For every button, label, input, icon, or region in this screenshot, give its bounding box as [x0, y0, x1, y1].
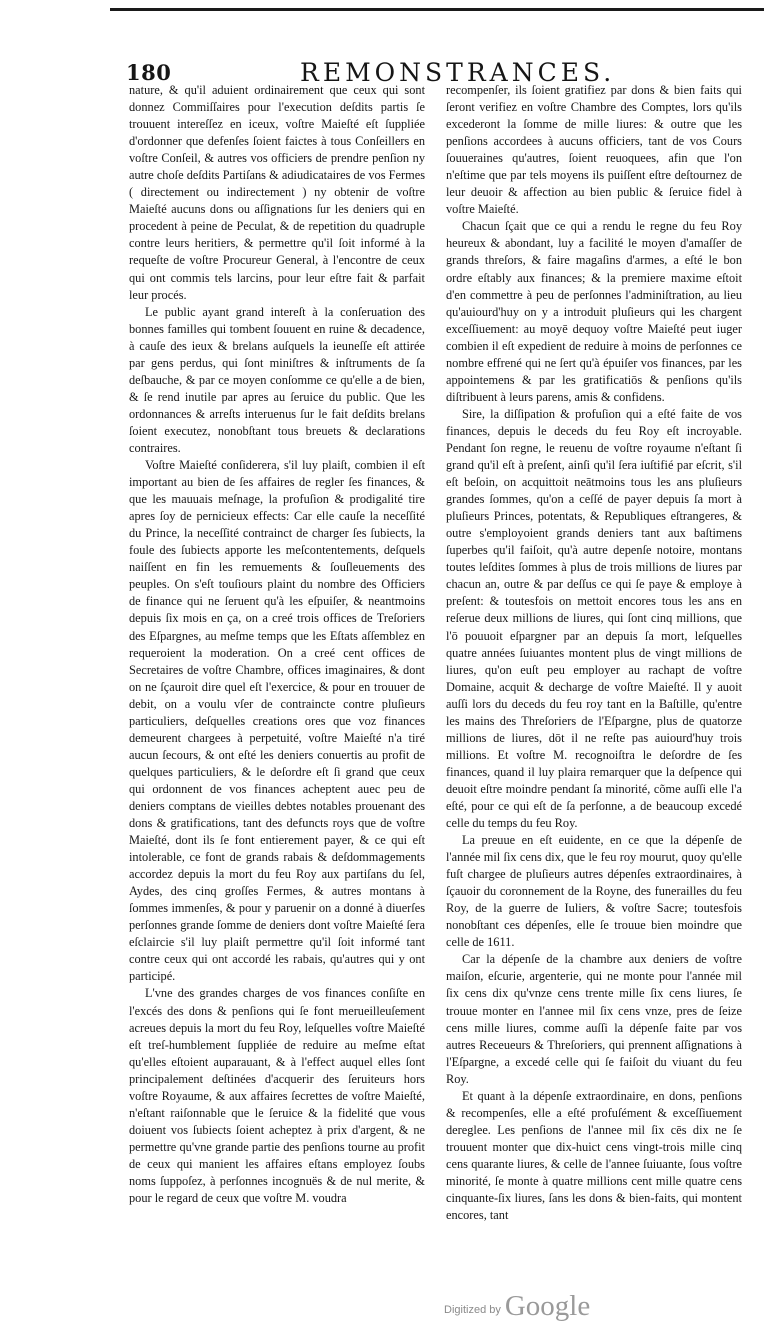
google-logo: Google — [504, 1290, 591, 1322]
digitized-by-google-watermark — [444, 1283, 594, 1323]
paragraph: Sire, la diſſipation & profuſion qui a eſté faite de vos finances, depuis le deceds du feu Roy eſt incroyable. Pendant ſon regne, le reuenu de voſtre royaume n'eſtant ſi grand qu'il eſt à preſent, ainſi qu'il ſera iuſtifié par eſcrit, s'il eſt beſoin, on acquittoit neātmoins tous les ans pluſieurs grandes ſommes, qu'on a ceſſé de payer depuis ſa mort à pluſieurs Princes, potentats, & Republiques eſtrangeres, & outre s'employoient grands deniers tant aux baſtimens ſuperbes qu'il faiſoit, qu'à autre depenſe notoire, montans toutes leſdites ſommes à plus de trois millions de liures par chacun an, outre & par deſſus ce qui ſe paye & employe à preſent: & toutesfois on mettoit encores tous les ans en reſerue deux millions de liures, qui ſont cinq millions, que l'ō pouuoit eſpargner par an depuis ſa mort, leſquelles quatre années ſuiuantes montent plus de vingt millions de liures, qu'on euſt peu employer au rachapt de voſtre Domaine, acquit & decharge de voſtre Maieſté. Il y auoit auſſi lors du deceds du feu roy tant en la Baſtille, qu'entre les mains des Threſoriers de l'Eſpargne, plus de quatorze millions de liures, dōt il ne reſte pas auiourd'huy trois millions. Et voſtre M. recognoiſtra le deſordre de ſes finances, quand il luy plaira remarquer que la deſpence qui deuoit eſtre moindre pendant ſa minorité, cõme auſſi elle l'a eſté, pour ce qui eſt de ſa perſonne, a de beaucoup excedé celle du temps du feu Roy. — [446, 406, 742, 831]
paragraph: recompenſer, ils ſoient gratifiez par dons & bien faits qui ſeront verifiez en voſtre Chambre des Comptes, lors qu'ils excederont la ſomme de mille liures: & outre que les penſions accordees à aucuns officiers, tant de vos Cours ſouueraines qu'autres, ſoient reuoquees, afin que l'on n'eſtime que par tels moyens ils puiſſent eſtre deſtournez de leur deuoir & affection au bien public & ſeruice fidel à voſtre Maieſté. — [446, 83, 742, 217]
watermark-prefix: Digitized by — [444, 1304, 501, 1316]
paragraph: Le public ayant grand intereſt à la conſeruation des bonnes familles qui tombent ſouuent en ruine & decadence, à cauſe des ieux & brelans auſquels la ieuneſſe eſt attirée par gens perdus, qui ſont miniſtres & inſtruments de ſa deſbauche, & par ce moyen conſomme ce qu'elle a de bien, & ſe rend inutile par apres au ſeruice du public. Que les ordonnances & arreſts interuenus ſur le fait deſdits brelans ſoient executez, nonobſtant tous breuets & declarations contraires. — [129, 304, 425, 455]
paragraph: La preuue en eſt euidente, en ce que la dépenſe de l'année mil ſix cens dix, que le feu roy mourut, quoy qu'elle fuſt chargee de pluſieurs autres dépenſes extraordinaires, à ſçauoir du coronnement de la Royne, des funerailles du feu Roy, de la guerre de Iuliers, & voſtre Sacre; toutesfois nonobſtant ces dépenſes, elle ſe trouue bien moindre que celle de 1611. — [446, 833, 742, 950]
paragraph: Et quant à la dépenſe extraordinaire, en dons, penſions & recompenſes, elle a eſté profuſément & exceſſiuement dereglee. Les penſions de l'annee mil ſix cēs dix ne ſe trouuent monter que dix-huict cens vingt-trois mille cinq cens quarante liures, & celle de l'annee ſuiuante, ſous voſtre minorité, ſe monte à quatre millions cent mille quatre cens cinquante-ſix liures, ſans les dons & bien-faits, qui montent encores, tant — [446, 1088, 742, 1223]
page-number: 180 — [126, 60, 172, 85]
paragraph: Voſtre Maieſté conſiderera, s'il luy plaiſt, combien il eſt important au bien de ſes affaires de regler ſes finances, & que les mauuais meſnage, la profuſion & prodigalité tire apres ſoy de pernicieux effects: Car elle cauſe la neceſſité du Prince, la neceſſité contrainct de charger ſes ſubiects, la foule des ſubiects apporte les meſcontentements, deſquels naiſſent en fin les remuements & ſouſleuements des peuples. On s'eſt touſiours plaint du nombre des Officiers de finance qui ne ſeruent qu'à les eſpuiſer, & neantmoins depuis ſix mois en ça, on a creé trois offices de Treſoriers des Eſpargnes, au meſme temps que les Eſtats aſſemblez en requeroient la moderation. On a creé cent offices de Secretaires de voſtre Chambre, offices imaginaires, & dont on ne ſçauroit dire quel eſt l'exercice, & pour en trouuer de debit, on a voulu vſer de contraincte contre pluſieurs particuliers, deſquelles creations ores que voz finances demeurent chargees à perpetuité, voſtre Maieſté n'a tiré aucun ſecours, & ont eſté les deniers conuertis au profit de quelques particuliers, & le deſordre eſt ſi grand que ceux qui ordonnent de vos finances acheptent auec peu de deniers comptans de vieilles debtes notables prouenant des dons & gratifications, tant des defuncts roys que de voſtre Maieſté, dont ils ſe font entierement payer, & ce qui eſt intolerable, ce font de grands rabais & deſdommagements accordez depuis la mort du feu Roy aux partiſans du ſel, Aydes, des cinq groſſes Fermes, & autres montans à ſommes immenſes, & pour y paruenir on a donné à diuerſes perſonnes grande ſomme de deniers dont voſtre Maieſté ſera eſclaircie s'il luy plaiſt permettre qu'il ſoit informé tant contre ceux qui ont accordé les rabais, qu'autres qui y ont participé. — [129, 458, 425, 984]
top-rule — [110, 8, 764, 11]
paragraph: L'vne des grandes charges de vos finances conſiſte en l'excés des dons & penſions qui ſe font merueilleuſement acreues depuis la mort du feu Roy, leſquelles voſtre Maieſté eſt treſ-humblement ſuppliée de reduire au meſme eſtat qu'elles eſtoient auparauant, & à l'effect auquel elles ſont principalement deſtinées d'acquerir des ſeruiteurs hors voſtre Royaume, & aux affaires ſecrettes de voſtre Maieſté, n'eſtant raiſonnable que le ſeruice & la fidelité que vous doiuent vos ſubiects ſoient acheptez à prix d'argent, & ne permettre qu'vne grande partie des penſions tourne au profit de ceux qui manient les affaires eſtans employez ſoubs noms ſuppoſez, à perſonnes incognuës & de nul merite, & pour le regard de ceux que voſtre M. voudra — [129, 986, 425, 1206]
left-text-column — [129, 82, 425, 1207]
right-text-column — [446, 82, 742, 1224]
paragraph: Chacun ſçait que ce qui a rendu le regne du feu Roy heureux & abondant, luy a facilité le moyen d'amaſſer de grands threſors, & faire magaſins d'armes, a eſté le bon ordre eſtably aux finances; & la premiere maxime eſtoit d'en commettre à peu de perſonnes l'adminiſtration, au lieu qu'auiourd'huy on y a introduit pluſieurs qui les chargent exceſſiuement: au moyē dequoy voſtre Maieſté peut iuger combien il eſt expedient de reduire à moins de perſonnes ce nombre effrené qui ne ſert qu'à épuiſer vos finances, par les appointemens & par les gratificatiōs & penſions qu'ils diſtribuent à leurs parens, amis & confidens. — [446, 219, 742, 404]
running-head: REMONSTRANCES. — [300, 58, 616, 87]
paragraph: nature, & qu'il aduient ordinairement que ceux qui sont donnez Commiſſaires pour l'execution deſdits partis ſe trouuent intereſſez en iceux, voſtre Maieſté eſt ſuppliée d'ordonner que defenſes ſoient faictes à tous Conſeillers en voſtre Conſeil, & autres vos officiers de prendre penſion ny autre choſe deſdits Partiſans & adiudicataires de vos Fermes ( directement ou indirectement ) ny obtenir de voſtre Maieſté aucuns dons ou aſſignations ſur les deniers qui en procedent à peine de Peculat, & de repetition du quadruple contre leurs heritiers, & permettre qu'il ſoit informé à la requeſte de voſtre Procureur General, à l'encontre de ceux qui ont commis tels larcins, pour leur eſtre fait & parfait leur procés. — [129, 83, 425, 302]
paragraph: Car la dépenſe de la chambre aux deniers de voſtre maiſon, eſcurie, argenterie, qui ne monte pour l'année mil ſix cens dix qu'vnze cens trente mille ſix cens liures, ſe trouue monter en l'annee mil ſix cens vnze, pres de ſeize cens mille liures, comme auſſi la dépenſe faite par vos autres Receueurs & Threſoriers, qui prennent aſſignations à l'Eſpargne, a excedé celle qui ſe faiſoit du viuant du feu Roy. — [446, 952, 742, 1086]
